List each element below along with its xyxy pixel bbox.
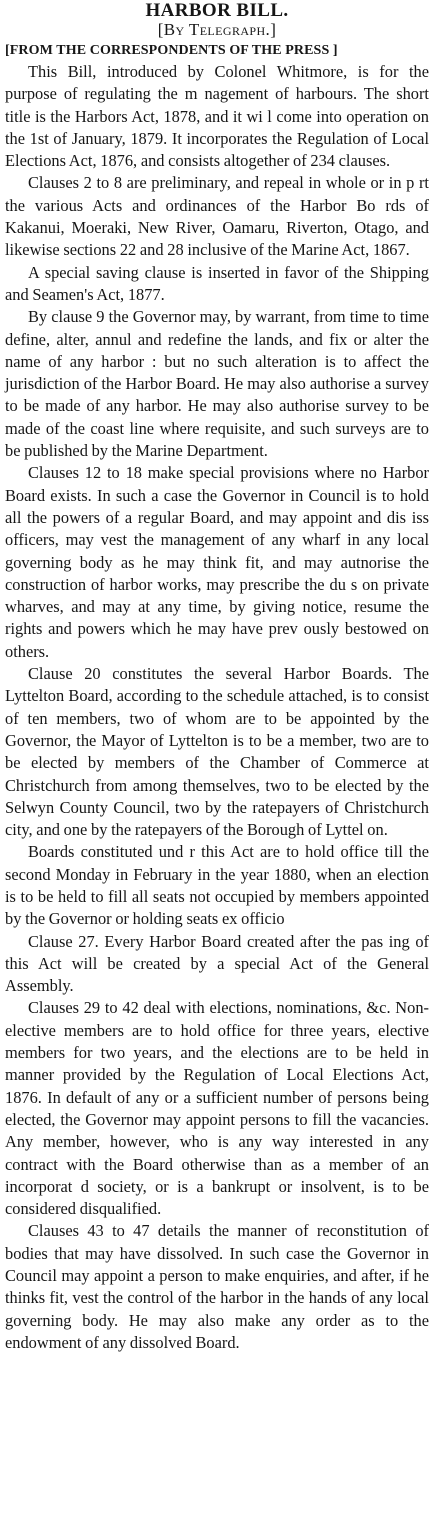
article-paragraph: Clauses 2 to 8 are preliminary, and repeal in whole or in p rt the various Acts and ordinances of the Harbor Bo rds of Kakanui, Moeraki, New River, Oamaru, Riverton, Otago, and likewise sections 22 and 28 inclusive of the Marine Act, 1867.	[5, 173, 429, 260]
article-paragraph: Clauses 29 to 42 deal with elections, nominations, &c. Non-elective members are to hold office for three years, elective members for two years, and the elections are to be held in manner provided by the Regulation of Local Elections Act, 1876. In default of any or a sufficient number of persons being elected, the Governor may appoint persons to fill the vacancies. Any member, however, who is any way interested in any contract with the Board otherwise than as a member of an incorporat d society, or is a bankrupt or insolvent, is to be considered disqualified.	[5, 998, 429, 1219]
article-paragraph: Clauses 43 to 47 details the manner of reconstitution of bodies that may have dissolved. In such case the Governor in Council may appoint a person to make enquiries, and after, if he thinks fit, vest the control of the harbor in the hands of any local governing body. He may also make any order as to the endowment of any dissolved Board.	[5, 1221, 429, 1352]
article-paragraph: This Bill, introduced by Colonel Whitmore, is for the purpose of regulating the m nagement of harbours. The short title is the Harbors Act, 1878, and it wi l come into operation on the 1st of January, 1879. It incorporates the Regulation of Local Elections Act, 1876, and consists altogether of 234 clauses.	[5, 62, 429, 171]
article-paragraph: Clauses 12 to 18 make special provisions where no Harbor Board exists. In such a case the Governor in Council is to hold all the powers of a regular Board, and may appoint and dis iss officers, may vest the management of any wharf in any local governing body as he may think fit, and may autnorise the construction of harbor works, may prescribe the du s on private wharves, and may at any time, by giving notice, resume the rights and powers which he may have prev ously bestowed on others.	[5, 463, 429, 661]
article-source-line: [FROM THE CORRESPONDENTS OF THE PRESS ]	[5, 43, 338, 58]
article-byline	[5, 20, 429, 40]
article-paragraph: A special saving clause is inserted in favor of the Shipping and Seamen's Act, 1877.	[5, 262, 429, 304]
article-paragraph: By clause 9 the Governor may, by warrant, from time to time define, alter, annul and redefine the lands, and fix or alter the name of any harbor : but no such alteration is to affect the jurisdiction of the Harbor Board. He may also authorise a survey to be made of any harbor. He may also authorise survey to be made of the coast line where requisite, and such surveys are to be published by the Marine Department.	[5, 307, 429, 461]
article-paragraph: Boards constituted und r this Act are to hold office till the second Monday in February in the year 1880, when an election is to be held to fill all seats not occupied by members appointed by the Governor or holding seats ex officio	[5, 842, 429, 929]
byline-text: [By Telegraph.]	[157, 20, 277, 39]
article-paragraph: Clause 20 constitutes the several Harbor Boards. The Lyttelton Board, according to the schedule attached, is to consist of ten members, two of whom are to be appointed by the Governor, the Mayor of Lyttelton is to be a member, two are to be elected by members of the Chamber of Commerce at Christchurch from among themselves, two to be elected by the Selwyn County Council, two by the ratepayers of Christchurch city, and one by the ratepayers of the Borough of Lyttel on.	[5, 664, 429, 840]
article-headline: HARBOR BILL.	[145, 0, 289, 21]
article-paragraph: Clause 27. Every Harbor Board created after the pas ing of this Act will be created by a special Act of the General Assembly.	[5, 931, 429, 996]
